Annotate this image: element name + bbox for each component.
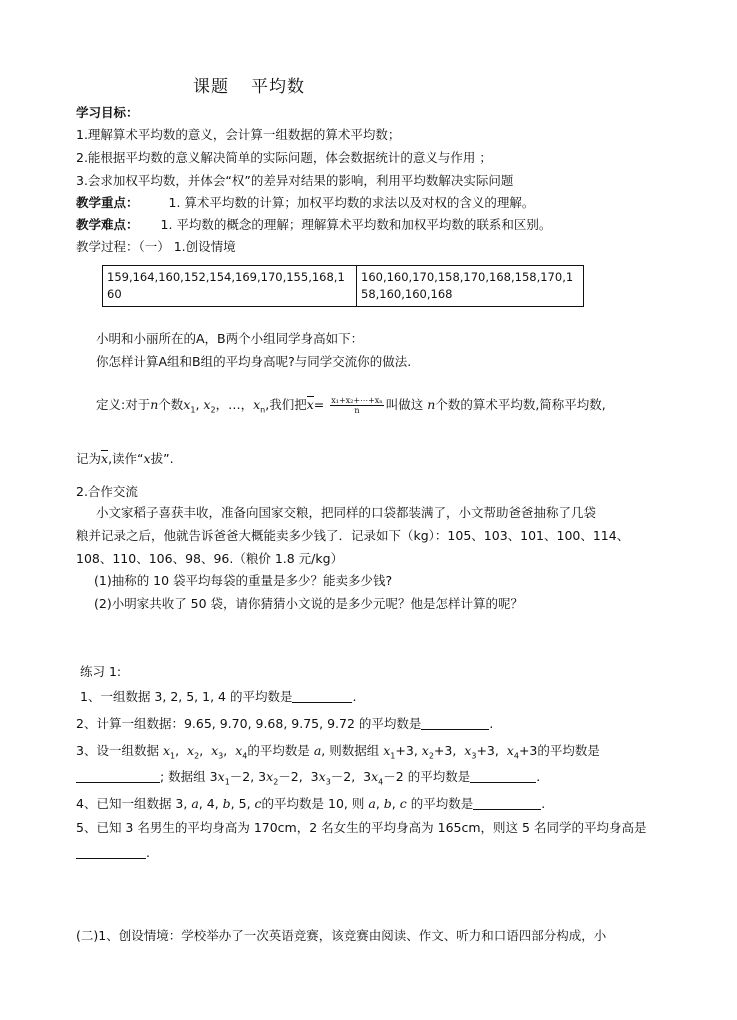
answer-blank[interactable] xyxy=(470,770,536,783)
answer-blank[interactable] xyxy=(76,846,146,859)
objective-item: 2.能根据平均数的意义解决简单的实际问题，体会数据统计的意义与作用 ； xyxy=(76,150,492,165)
objective-item: 1.理解算术平均数的意义，会计算一组数据的算术平均数； xyxy=(76,127,401,142)
cooperation-line: 小文家稻子喜获丰收，准备向国家交粮，把同样的口袋都装满了，小文帮助爸爸抽称了几袋 xyxy=(96,505,597,520)
definition-notation: 记为x,读作“x拔”. xyxy=(76,451,174,466)
definition: 定义:对于n个数$x_1$, $x_2$，…，$x_n$,我们把x= $\frac{\text{x₁+x₂+⋯+xₙ}}{n}$ 叫做这 n个数的算术平均数,简称平均数, xyxy=(96,396,606,415)
exercise-q1: 1、一组数据 3, 2, 5, 1, 4 的平均数是 . xyxy=(80,689,357,704)
difficulty: 教学难点： 1. 平均数的概念的理解；理解算术平均数和加权平均数的联系和区别。 xyxy=(76,217,552,232)
exercise-q4: 4、已知一组数据 3, a, 4, b, 5, c的平均数是 10, 则 a, b, c 的平均数是 . xyxy=(76,796,546,811)
cooperation-line: 108、110、106、98、96.（粮价 1.8 元/kg） xyxy=(76,551,344,566)
key-point: 教学重点： 1. 算术平均数的计算；加权平均数的求法以及对权的含义的理解。 xyxy=(76,195,535,210)
answer-blank[interactable] xyxy=(292,690,352,703)
objective-item: 3.会求加权平均数，并体会“权”的差异对结果的影响，利用平均数解决实际问题 xyxy=(76,173,514,188)
intro-line: 小明和小丽所在的A，B两个小组同学身高如下： xyxy=(96,331,364,346)
cooperation-question: (2)小明家共收了 50 袋，请你猜猜小文说的是多少元呢？他是怎样计算的呢？ xyxy=(94,596,524,611)
exercise-q5: 5、已知 3 名男生的平均身高为 170cm，2 名女生的平均身高为 165cm，则这 5 名同学的平均身高是 xyxy=(76,820,647,835)
cooperation-heading: 2.合作交流 xyxy=(76,484,138,499)
page-title: 课题 平均数 xyxy=(193,77,305,97)
exercise-q3-cont: ; 数据组 $3x_1-2$, $3x_2-2$, $3x_3-2$, $3x_4-2$ 的平均数是 . xyxy=(76,769,540,791)
cooperation-question: (1)抽称的 10 袋平均每袋的重量是多少？能卖多少钱? xyxy=(94,573,393,588)
group-b-cell: 160,160,170,158,170,168,158,170,158,160,160,168 xyxy=(357,266,584,307)
height-table xyxy=(102,265,584,307)
process-heading: 教学过程：（一） 1.创设情境 xyxy=(76,239,236,254)
answer-blank[interactable] xyxy=(473,797,541,810)
exercise-q3: 3、设一组数据 $x_1$, $x_2$, $x_3$, $x_4$的平均数是 a, 则数据组 $x_1+3$, $x_2+3$, $x_3+3$, $x_4+3$的平均数是 xyxy=(76,743,600,761)
section2-line: (二)1、创设情境：学校举办了一次英语竞赛，该竞赛由阅读、作文、听力和口语四部分构成，小 xyxy=(76,928,607,943)
group-a-cell: 159,164,160,152,154,169,170,155,168,160 xyxy=(103,266,357,307)
answer-blank[interactable] xyxy=(421,717,489,730)
intro-line: 你怎样计算A组和B组的平均身高呢?与同学交流你的做法. xyxy=(96,354,412,369)
cooperation-line: 粮并记录之后，他就告诉爸爸大概能卖多少钱了．记录如下（kg）：105、103、101、100、114、 xyxy=(76,528,630,543)
mean-fraction: $\frac{\text{x₁+x₂+⋯+xₙ}}{n}$ xyxy=(331,396,383,415)
objectives-heading: 学习目标： xyxy=(76,105,139,120)
exercise-heading: 练习 1: xyxy=(80,664,122,679)
exercise-q5-cont: . xyxy=(76,845,150,861)
answer-blank[interactable] xyxy=(76,770,160,783)
exercise-q2: 2、计算一组数据：9.65, 9.70, 9.68, 9.75, 9.72 的平均数是 . xyxy=(76,716,494,731)
